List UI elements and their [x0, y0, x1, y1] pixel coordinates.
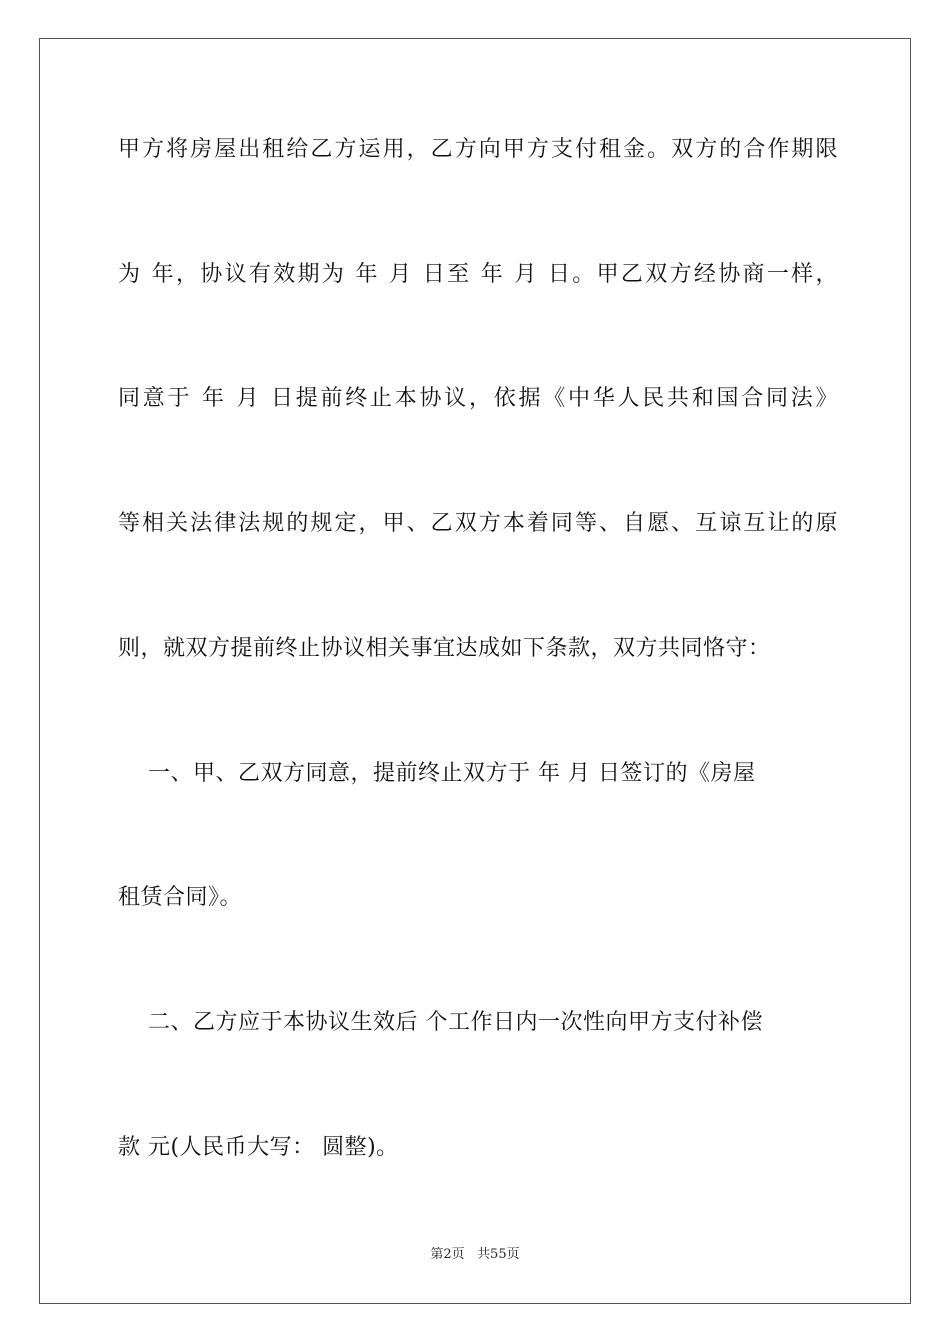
- clause-2-line-2: 款 元(人民币大写： 圆整)。: [118, 1135, 399, 1160]
- clause-2-line-1: 二、乙方应于本协议生效后 个工作日内一次性向甲方支付补偿: [118, 1010, 763, 1035]
- body-text-line-2: 为 年，协议有效期为 年 月 日至 年 月 日。甲乙双方经协商一样，: [118, 262, 838, 287]
- page-border: [39, 38, 911, 1304]
- page-number-footer: 第2页 共55页: [430, 1247, 520, 1262]
- clause-1-line-2: 租赁合同》。: [118, 885, 243, 910]
- clause-1-line-1: 一、甲、乙双方同意，提前终止双方于 年 月 日签订的《房屋: [118, 761, 756, 786]
- body-text-line-3: 同意于 年 月 日提前终止本协议，依据《中华人民共和国合同法》: [118, 386, 838, 411]
- body-text-line-4: 等相关法律法规的规定，甲、乙双方本着同等、自愿、互谅互让的原: [118, 511, 838, 536]
- body-text-line-5: 则，就双方提前终止协议相关事宜达成如下条款，双方共同恪守：: [118, 636, 771, 661]
- body-text-line-1: 甲方将房屋出租给乙方运用，乙方向甲方支付租金。双方的合作期限: [118, 137, 838, 162]
